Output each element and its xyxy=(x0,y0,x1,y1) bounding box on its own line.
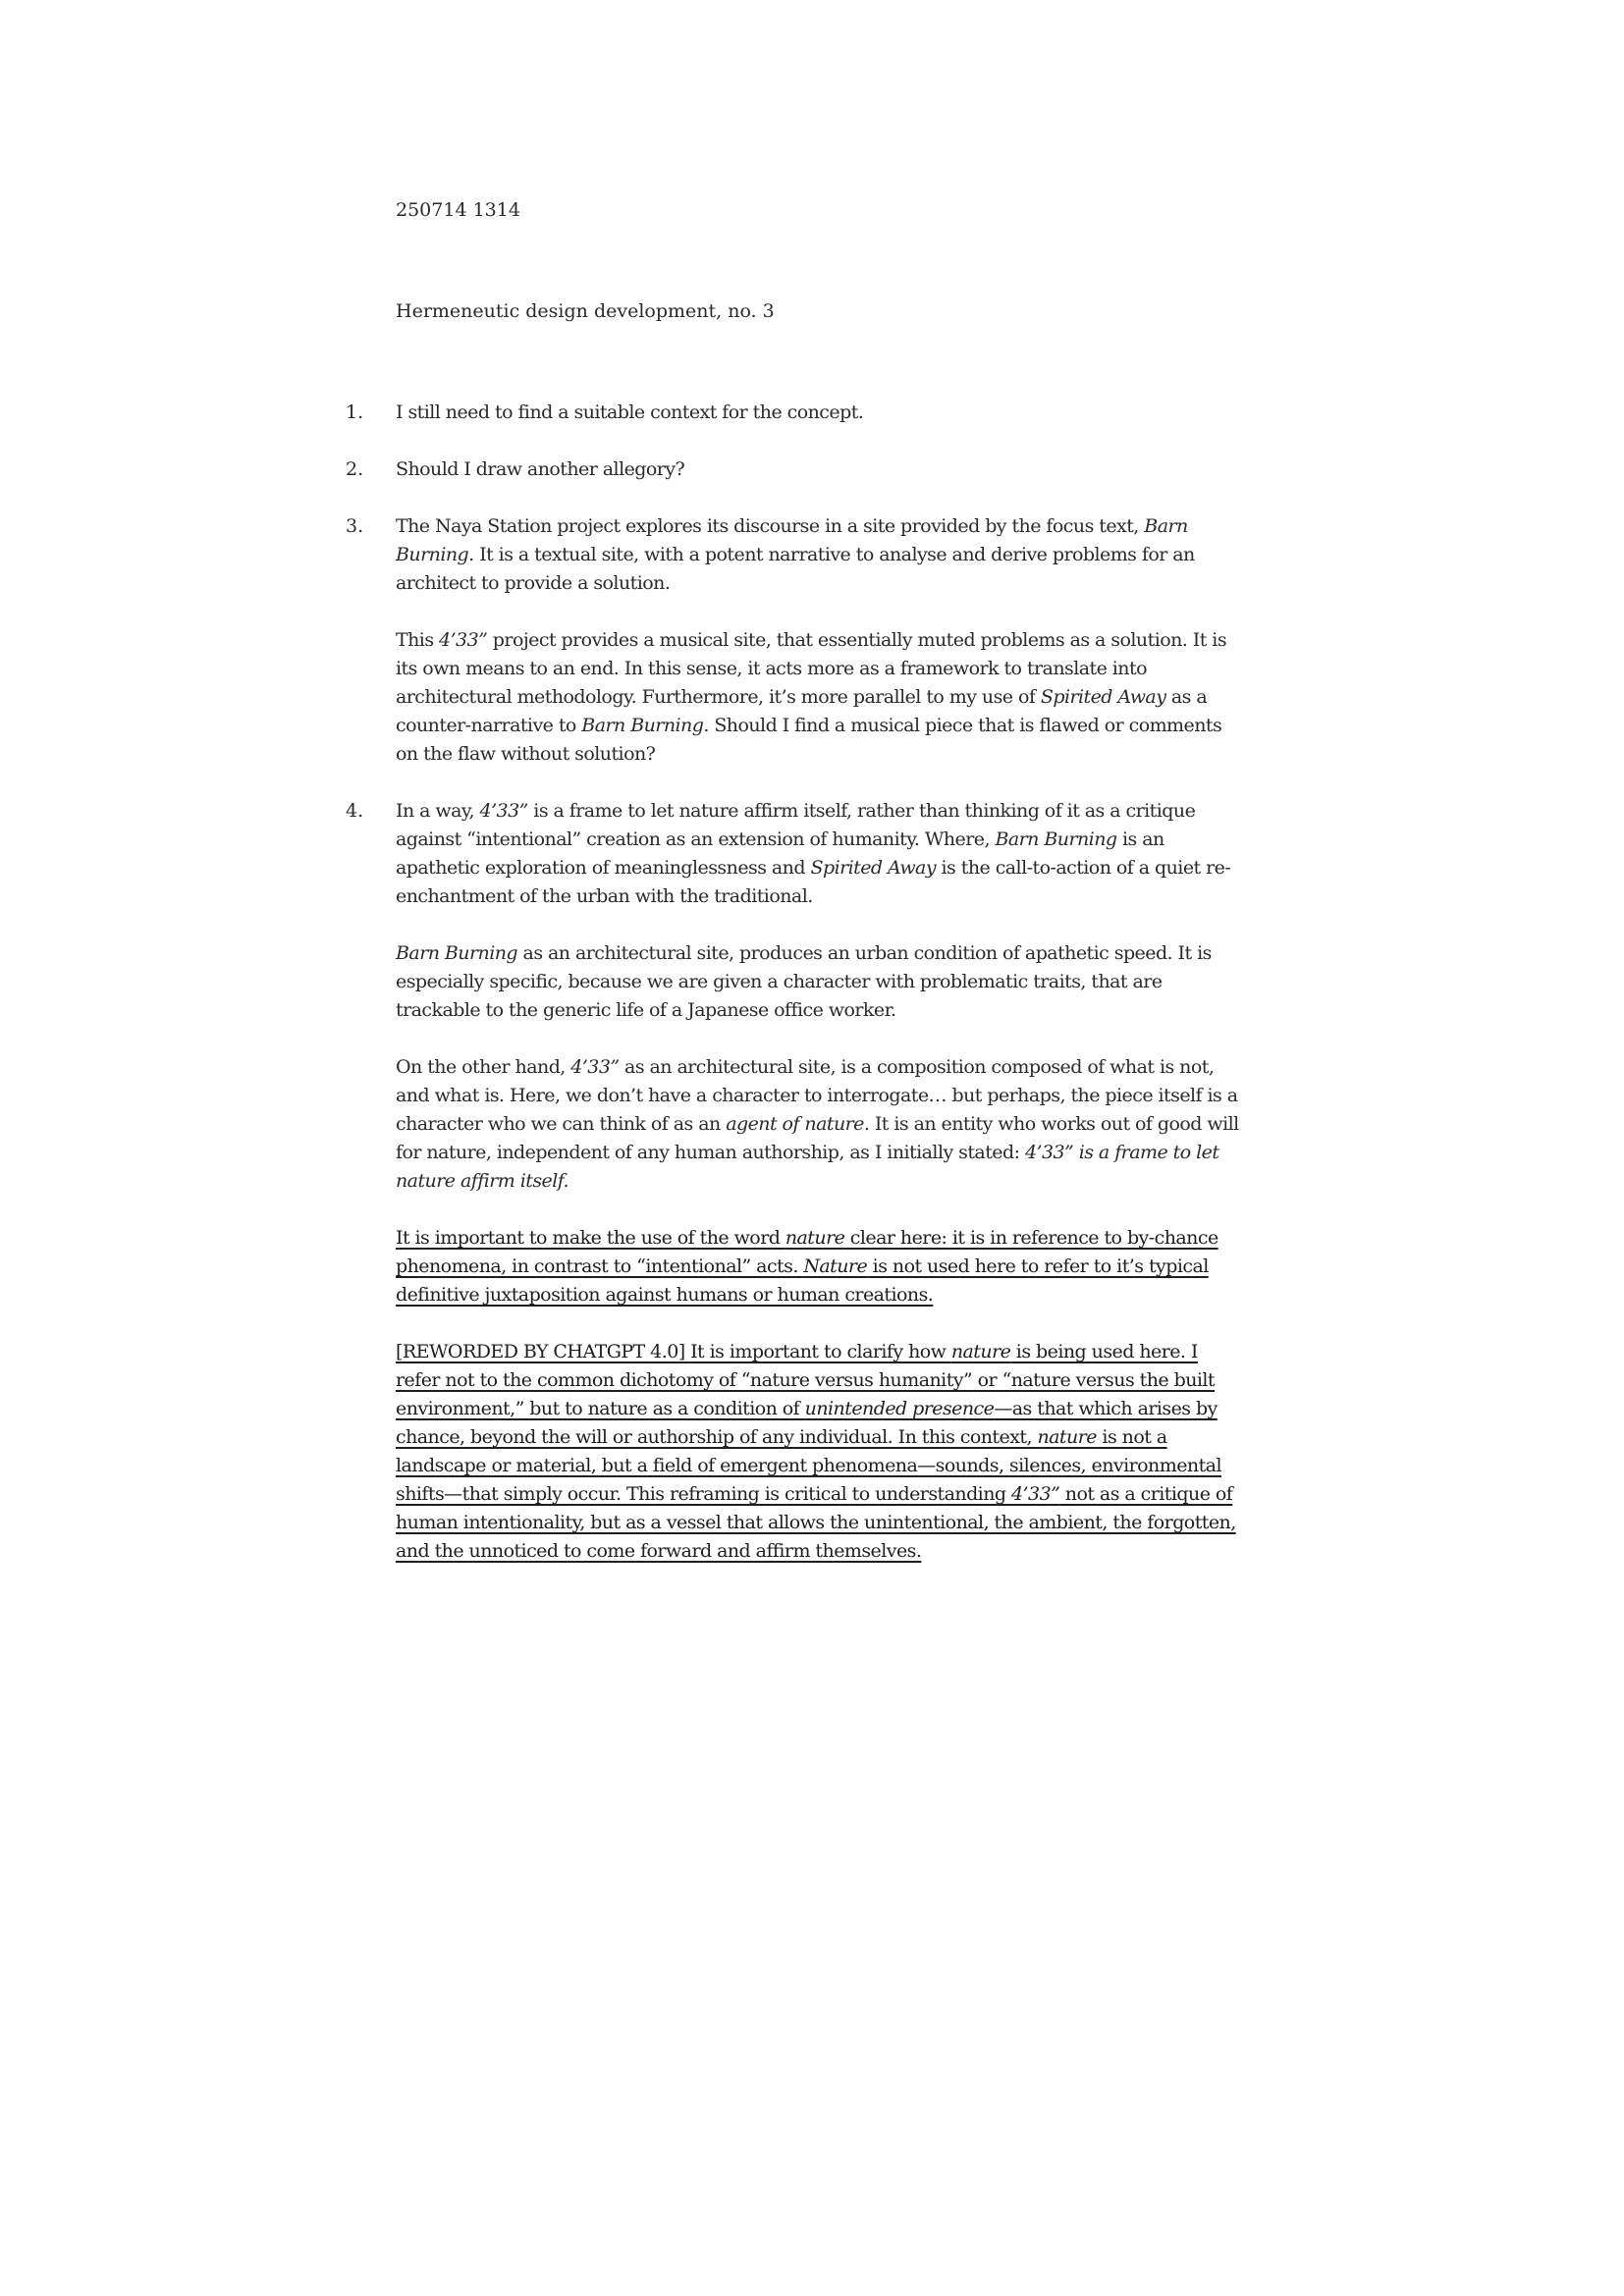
list-item-3 xyxy=(346,512,1249,769)
list-item-1 xyxy=(346,399,1249,427)
list-item-4 xyxy=(346,797,1249,1566)
paragraph: This 4’33” project provides a musical site, that essentially muted problems as a solution. It is its own means to an end. In this sense, it acts more as a framework to translate into architectural methodology. Furthermore, it’s more parallel to my use of Spirited Away as a counter-narrative to Barn Burning. Should I find a musical piece that is flawed or comments on the flaw without solution? xyxy=(396,629,1227,765)
list-number: 1. xyxy=(346,401,364,423)
item-body xyxy=(396,455,1245,484)
list-number: 2. xyxy=(346,458,364,480)
item-body xyxy=(396,399,1245,427)
italic-title: Barn Burning xyxy=(396,942,518,964)
document-id: 250714 1314 xyxy=(396,199,520,221)
italic-title: 4’33” xyxy=(439,629,488,651)
italic-phrase: agent of nature xyxy=(726,1113,864,1135)
numbered-list xyxy=(346,399,1249,1594)
italic-term: nature xyxy=(950,1341,1011,1362)
list-number: 3. xyxy=(346,515,364,537)
paragraph: The Naya Station project explores its discourse in a site provided by the focus text, Barn Burning. It is a textual site, with a potent narrative to analyse and derive problems for an architect to provide a solution. xyxy=(396,515,1195,594)
italic-title: Barn Burning xyxy=(581,715,704,736)
italic-title: 4’33” xyxy=(1011,1483,1060,1505)
paragraph: I still need to find a suitable context for the concept. xyxy=(396,401,864,423)
italic-title: Barn Burning xyxy=(995,828,1117,850)
italic-term: nature xyxy=(1037,1426,1097,1448)
italic-title: 4’33” xyxy=(479,800,528,822)
paragraph: On the other hand, 4’33” as an architectural site, is a composition composed of what is not, and what is. Here, we don’t have a character to interrogate… but perhaps, the piece itself is a character who we can think of as an agent of nature. It is an entity who works out of good will for nature, independent of any human authorship, as I initially stated: 4’33” is a frame to let nature affirm itself. xyxy=(396,1056,1239,1192)
list-item-2 xyxy=(346,455,1249,484)
item-body xyxy=(396,512,1245,769)
paragraph: Barn Burning as an architectural site, produces an urban condition of apathetic speed. It is especially specific, because we are given a character with problematic traits, that are trackable to the generic life of a Japanese office worker. xyxy=(396,942,1212,1021)
italic-quote: 4’33” is a frame to let nature affirm itself. xyxy=(396,1142,1219,1192)
italic-title: Spirited Away xyxy=(1040,686,1166,708)
italic-title: 4’33” xyxy=(570,1056,620,1078)
italic-term: unintended presence xyxy=(804,1398,995,1419)
paragraph: Should I draw another allegory? xyxy=(396,458,685,480)
italic-title: Barn Burning xyxy=(396,515,1188,565)
document-title: Hermeneutic design development, no. 3 xyxy=(396,300,775,322)
italic-title: Spirited Away xyxy=(810,857,937,879)
italic-term: Nature xyxy=(803,1255,868,1277)
underlined-paragraph: It is important to make the use of the word nature clear here: it is in reference to by-chance phenomena, in contrast to “intentional” acts. Nature is not used here to refer to it’s typical definitive juxtaposition against humans or human creations. xyxy=(396,1227,1218,1306)
underlined-paragraph-reworded: [REWORDED BY CHATGPT 4.0] It is important to clarify how nature is being used here. I refer not to the common dichotomy of “nature versus humanity” or “nature versus the built environment,” but to nature as a condition of unintended presence—as that which arises by chance, beyond the will or authorship of any individual. In this context, nature is not a landscape or material, but a field of emergent phenomena—sounds, silences, environmental shifts—that simply occur. This reframing is critical to understanding 4’33” not as a critique of human intentionality, but as a vessel that allows the unintentional, the ambient, the forgotten, and the unnoticed to come forward and affirm themselves. xyxy=(396,1341,1236,1562)
list-number: 4. xyxy=(346,800,364,822)
item-body xyxy=(396,797,1245,1566)
italic-term: nature xyxy=(785,1227,845,1249)
paragraph: In a way, 4’33” is a frame to let nature affirm itself, rather than thinking of it as a critique against “intentional” creation as an extension of humanity. Where, Barn Burning is an apathetic exploration of meaninglessness and Spirited Away is the call-to-action of a quiet re-enchantment of the urban with the traditional. xyxy=(396,800,1231,907)
